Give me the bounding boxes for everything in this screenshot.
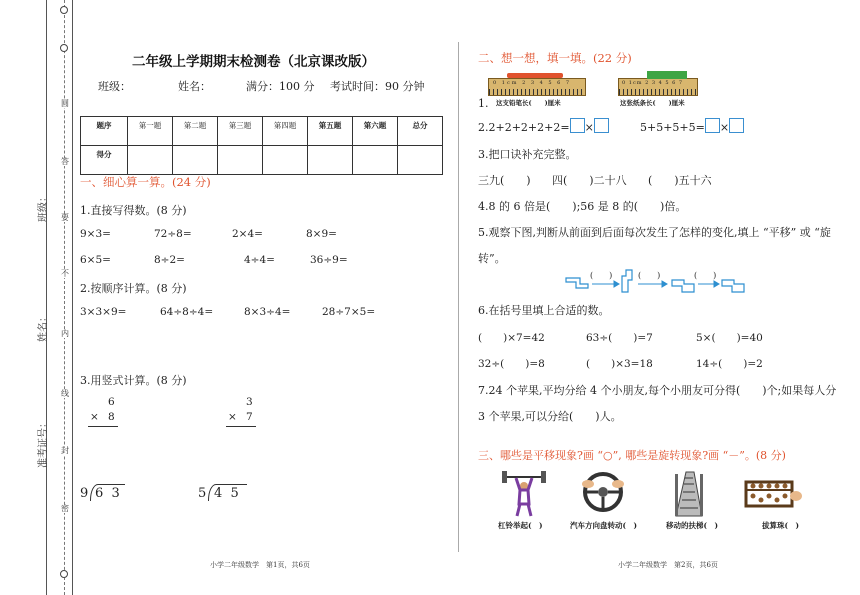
steering-hub <box>598 487 608 497</box>
q2-item: 64÷8÷4= <box>160 306 214 318</box>
seal-char: 要 <box>61 213 69 222</box>
abacus-bead <box>759 498 764 503</box>
exam-time: 考试时间：90 分钟 <box>330 80 425 93</box>
abacus-bead <box>759 484 764 489</box>
vertical-calc-line <box>226 426 256 427</box>
abacus-bead <box>751 494 756 499</box>
binding-line-outer <box>46 0 47 595</box>
shape-3 <box>672 280 694 292</box>
margin-id-label: 准考证号： <box>38 418 49 468</box>
score-header-cell: 总分 <box>398 117 443 146</box>
score-cell[interactable] <box>353 146 398 175</box>
seal-char: 内 <box>61 329 69 338</box>
r-q5-line2: 转”。 <box>478 252 506 265</box>
r-q3-item: ( )五十六 <box>648 174 712 187</box>
ruler-pencil <box>488 78 586 96</box>
hand <box>790 491 802 501</box>
abacus-bead <box>775 484 780 489</box>
abacus-picture <box>744 476 802 514</box>
page-footer-right: 小学二年级数学 第2页，共6页 <box>618 561 718 569</box>
abacus-bead <box>767 494 772 499</box>
vertical-calc-op: × <box>228 411 237 423</box>
r-q6-item: 32÷( )=8 <box>478 358 545 370</box>
paper-strip <box>647 71 687 79</box>
ruler-digits: 0 1cm 2 3 4 5 6 7 <box>493 80 572 86</box>
seal-char: 封 <box>61 446 69 455</box>
ruler-caption-2: 这张纸条长( )厘米 <box>620 99 685 107</box>
score-cell[interactable] <box>308 146 353 175</box>
page-footer-left: 小学二年级数学 第1页，共6页 <box>210 561 310 569</box>
score-table <box>80 116 443 175</box>
division-dividend: 4 5 <box>214 486 239 501</box>
margin-class-label: 班级： <box>38 192 49 222</box>
vertical-calc-line <box>88 426 118 427</box>
answer-box[interactable] <box>594 118 609 133</box>
shape-4 <box>722 280 744 292</box>
r-q3-item: 四( )二十八 <box>552 174 627 187</box>
score-cell[interactable] <box>128 146 173 175</box>
r-q7-line1: 7.24 个苹果,平均分给 4 个小朋友,每个小朋友可分得( )个;如果每人分 <box>478 384 837 397</box>
name-label: 姓名： <box>178 80 211 93</box>
r-q6-item: 63÷( )=7 <box>586 332 653 344</box>
division-dividend: 6 3 <box>95 486 120 501</box>
q2-title: 2.按顺序计算。(8 分) <box>80 282 187 295</box>
r-q2-a <box>478 118 609 134</box>
binding-hole <box>60 44 68 52</box>
q1-item: 4÷4= <box>244 254 275 266</box>
answer-box[interactable] <box>729 118 744 133</box>
q1-item: 2×4= <box>232 228 263 240</box>
q2-item: 3×3×9= <box>80 306 127 318</box>
r-q2-a-expr: 2.2+2+2+2+2= <box>478 121 570 134</box>
vertical-calc-top: 6 <box>108 396 115 408</box>
barbell-plate <box>502 471 507 483</box>
picture-caption: 移动的扶梯( ) <box>666 521 719 530</box>
arrowhead <box>614 281 619 287</box>
score-header-cell: 第四题 <box>263 117 308 146</box>
division-divisor: 5 <box>198 486 207 501</box>
seal-char: 圆 <box>61 99 69 108</box>
r-q5-line1: 5.观察下图,判断从前面到后面每次发生了怎样的变化,填上 “平移” 或 “旋 <box>478 226 831 239</box>
score-header-cell: 第五题 <box>308 117 353 146</box>
barbell-plate <box>541 471 546 483</box>
r-q5-blank[interactable]: ( ) <box>590 271 613 280</box>
seal-char: 密 <box>61 504 69 513</box>
margin-class-blank <box>46 110 47 190</box>
score-row-label: 得分 <box>81 146 128 175</box>
q2-item: 28÷7×5= <box>322 306 376 318</box>
arrowhead <box>714 281 719 287</box>
ruler-ticks <box>619 89 697 95</box>
escalator <box>676 472 702 516</box>
section-1-heading: 一、细心算一算。(24 分) <box>80 175 211 189</box>
r-q5-blank[interactable]: ( ) <box>638 271 661 280</box>
score-cell[interactable] <box>218 146 263 175</box>
score-cell[interactable] <box>398 146 443 175</box>
times-sign: × <box>584 121 594 134</box>
r-q7-line2: 3 个苹果,可以分给( )人。 <box>478 410 622 423</box>
abacus-bead <box>783 494 788 499</box>
score-header-cell: 题序 <box>81 117 128 146</box>
r-q2-b <box>640 118 744 134</box>
binding-hole <box>60 570 68 578</box>
q1-item: 9×3= <box>80 228 111 240</box>
times-sign: × <box>719 121 730 134</box>
hand <box>582 480 594 488</box>
answer-box[interactable] <box>570 118 585 133</box>
r-q6-item: ( )×3=18 <box>586 358 653 370</box>
section-3-heading: 三、哪些是平移现象?画 “○”, 哪些是旋转现象?画 “－”。(8 分) <box>478 449 786 462</box>
r-q6-item: 14÷( )=2 <box>696 358 763 370</box>
binding-line-inner <box>72 0 73 595</box>
ruler-ticks <box>489 89 585 95</box>
r-q3-title: 3.把口诀补充完整。 <box>478 148 577 161</box>
abacus-bead <box>767 484 772 489</box>
q2-item: 8×3÷4= <box>244 306 291 318</box>
abacus-bead <box>751 484 756 489</box>
picture-caption: 汽车方向盘转动( ) <box>570 521 638 530</box>
abacus-bead <box>783 484 788 489</box>
class-label: 班级： <box>98 80 131 93</box>
ruler-digits: 0 1cm 2 3 4 5 6 7 <box>622 80 684 86</box>
r-q6-title: 6.在括号里填上合适的数。 <box>478 304 610 317</box>
full-score: 满分：100 分 <box>246 80 315 93</box>
escalator-rail <box>675 474 678 516</box>
page-title: 二年级上学期期末检测卷（北京课改版） <box>132 54 375 70</box>
picture-caption: 拔算珠( ) <box>762 521 800 530</box>
score-cell[interactable] <box>173 146 218 175</box>
steering-wheel-picture <box>578 470 628 516</box>
seal-char: 不 <box>61 269 69 278</box>
page-divider <box>458 42 459 552</box>
ruler-caption-1: 这支铅笔长( )厘米 <box>496 99 561 107</box>
arrowhead <box>662 281 667 287</box>
escalator-picture <box>672 468 706 518</box>
division-divisor: 9 <box>80 486 89 501</box>
q1-item: 36÷9= <box>310 254 348 266</box>
picture-caption: 杠铃举起( ) <box>498 521 543 530</box>
score-cell[interactable] <box>263 146 308 175</box>
score-header-cell: 第一题 <box>128 117 173 146</box>
binding-hole <box>60 6 68 14</box>
q1-item: 6×5= <box>80 254 111 266</box>
vertical-calc-op: × <box>90 411 99 423</box>
r-q1-num: 1. <box>478 97 489 110</box>
section-2-heading: 二、想一想，填一填。(22 分) <box>478 51 632 65</box>
seal-char: 答 <box>61 157 69 166</box>
vertical-calc-bottom: 8 <box>108 411 115 423</box>
margin-name-label: 姓名： <box>38 312 49 342</box>
r-q4: 4.8 的 6 倍是( );56 是 8 的( )倍。 <box>478 200 687 213</box>
score-table-header-row <box>81 117 443 146</box>
q1-item: 8×9= <box>306 228 337 240</box>
escalator-rail <box>700 474 703 516</box>
score-header-cell: 第二题 <box>173 117 218 146</box>
shape-1 <box>566 278 588 288</box>
abacus-bead <box>775 498 780 503</box>
vertical-calc-top: 3 <box>246 396 253 408</box>
r-q6-item: ( )×7=42 <box>478 332 545 344</box>
q1-item: 72÷8= <box>154 228 192 240</box>
r-q5-blank[interactable]: ( ) <box>694 271 717 280</box>
hand <box>612 480 624 488</box>
answer-box[interactable] <box>705 118 720 133</box>
pencil <box>507 73 563 78</box>
shape-2 <box>622 270 632 292</box>
r-q3-item: 三九( ) <box>478 174 531 187</box>
q3-title: 3.用竖式计算。(8 分) <box>80 374 187 387</box>
barbell-bar <box>504 476 544 478</box>
r-q2-b-expr: 5+5+5+5= <box>640 121 705 134</box>
seal-char: 线 <box>61 389 69 398</box>
score-table-score-row <box>81 146 443 175</box>
r-q6-item: 5×( )=40 <box>696 332 763 344</box>
score-header-cell: 第六题 <box>353 117 398 146</box>
score-header-cell: 第三题 <box>218 117 263 146</box>
vertical-calc-bottom: 7 <box>246 411 253 423</box>
weightlifter-picture <box>502 468 546 518</box>
ruler-paper <box>618 78 698 96</box>
q1-item: 8÷2= <box>154 254 185 266</box>
q1-title: 1.直接写得数。(8 分) <box>80 204 187 217</box>
